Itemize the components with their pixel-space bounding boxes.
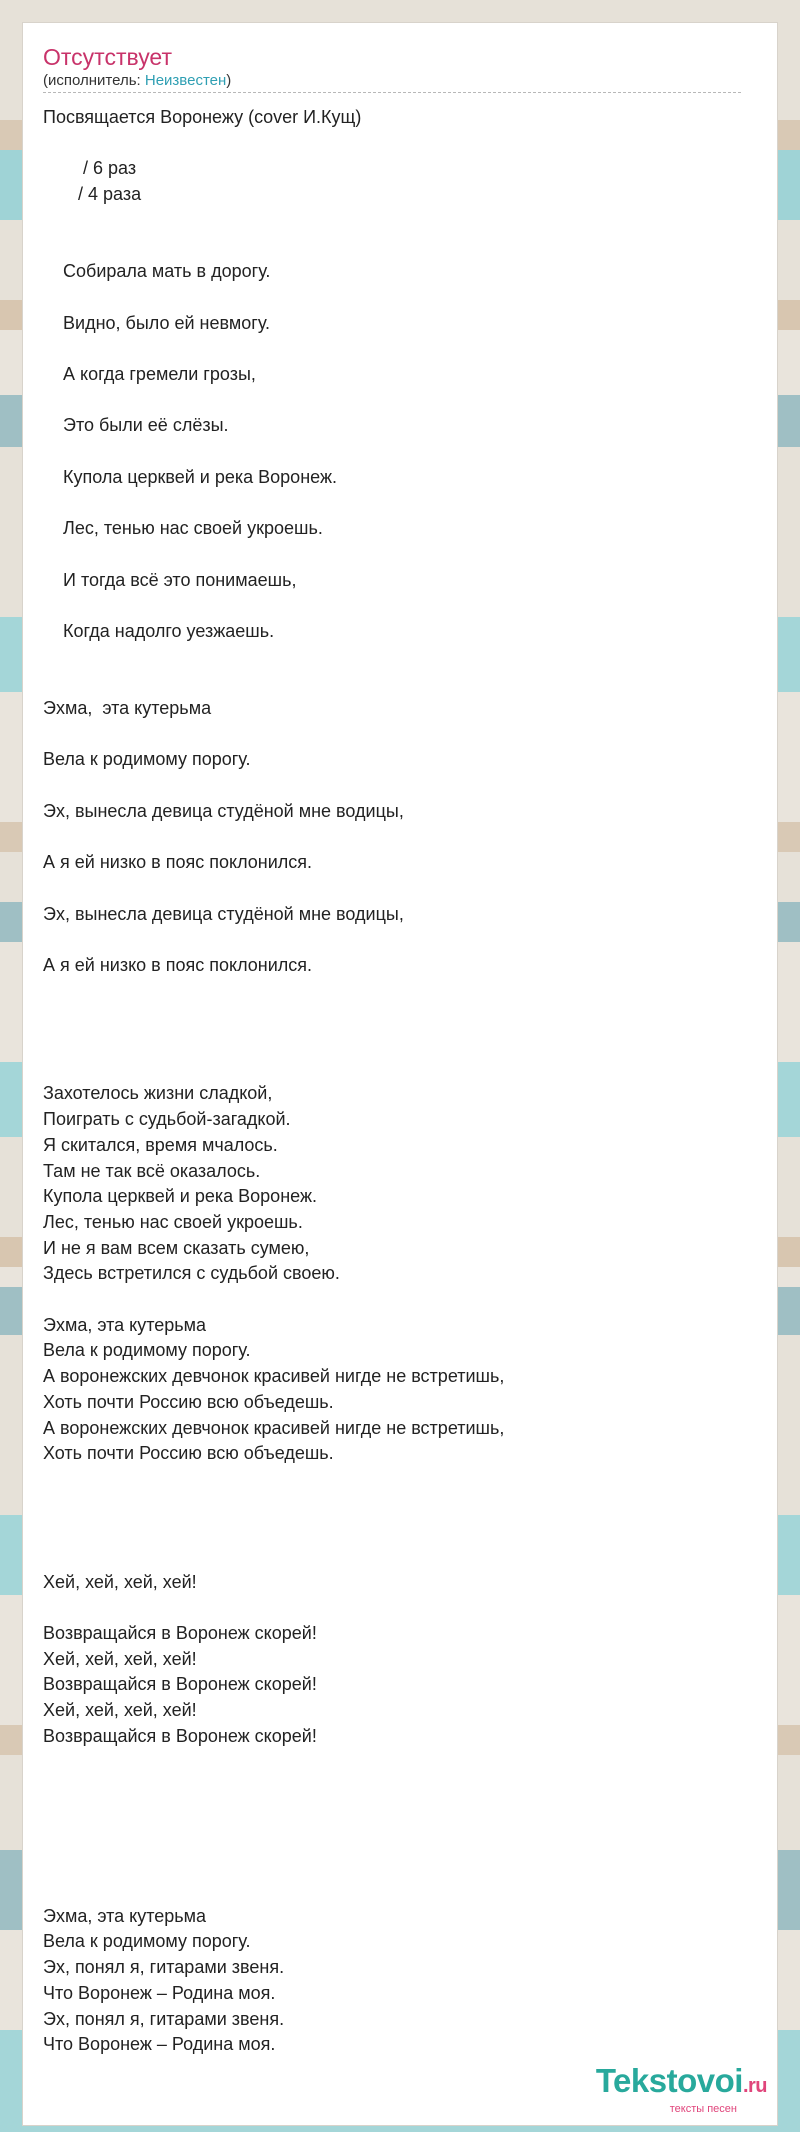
lyric-line: Вела к родимому порогу. — [43, 1340, 251, 1361]
lyric-line — [43, 1775, 743, 1801]
lyric-line — [43, 1595, 743, 1621]
lyric-line: Захотелось жизни сладкой, — [43, 1083, 273, 1104]
lyric-line: Видно, было ей невмогу. — [43, 312, 271, 333]
artist-prefix: (исполнитель: — [43, 72, 145, 89]
lyric-line: Купола церквей и река Воронеж. — [43, 466, 337, 487]
lyric-line — [43, 722, 743, 748]
lyric-line: И тогда всё это понимаешь, — [43, 569, 297, 590]
lyric-line: Я скитался, время мчалось. — [43, 1134, 278, 1155]
logo-tagline: тексты песен — [669, 2103, 737, 2115]
lyric-line — [43, 1493, 743, 1519]
lyric-line — [43, 1544, 743, 1570]
lyric-line — [43, 1750, 743, 1776]
lyric-line — [43, 1878, 743, 1904]
artist-line — [43, 72, 231, 90]
lyric-line — [43, 824, 743, 850]
lyric-line — [43, 490, 743, 516]
lyric-line — [43, 876, 743, 902]
lyric-line: Хоть почти Россию всю объедешь. — [43, 1443, 334, 1464]
lyric-line — [43, 670, 743, 696]
lyric-line — [43, 233, 743, 259]
lyric-line: Эхма, эта кутерьма — [43, 1905, 207, 1926]
lyric-line: Лес, тенью нас своей укроешь. — [43, 1211, 303, 1232]
lyric-line: А я ей низко в пояс поклонился. — [43, 852, 313, 873]
lyrics-text — [43, 105, 743, 2058]
lyric-line: Возвращайся в Воронеж скорей! — [43, 1623, 317, 1644]
lyric-line — [43, 1827, 743, 1853]
lyric-line — [43, 1801, 743, 1827]
lyric-line: Когда надолго уезжаешь. — [43, 620, 275, 641]
lyric-line: Хоть почти Россию всю объедешь. — [43, 1391, 334, 1412]
lyric-line — [43, 1004, 743, 1030]
lyrics-card — [22, 22, 778, 2126]
lyric-line: Эхма, эта кутерьма — [43, 697, 212, 718]
lyric-line: / 4 раза — [43, 184, 142, 205]
lyric-line: Эхма, эта кутерьма — [43, 1314, 207, 1335]
lyric-line: Лес, тенью нас своей укроешь. — [43, 518, 323, 539]
lyric-line — [43, 542, 743, 568]
lyric-line — [43, 285, 743, 311]
lyric-line — [43, 1852, 743, 1878]
lyric-line: Эх, понял я, гитарами звеня. — [43, 2008, 285, 2029]
artist-link[interactable]: Неизвестен — [144, 72, 227, 89]
artist-suffix: ) — [226, 72, 232, 89]
lyric-line: Купола церквей и река Воронеж. — [43, 1186, 317, 1207]
lyric-line — [43, 439, 743, 465]
lyric-line: Что Воронеж – Родина моя. — [43, 1982, 276, 2003]
lyric-line: А воронежских девчонок красивей нигде не встретишь, — [43, 1417, 505, 1438]
lyric-line: А когда гремели грозы, — [43, 363, 256, 384]
lyric-line — [43, 1467, 743, 1493]
logo-tld: .ru — [742, 2075, 767, 2097]
lyric-line: Хей, хей, хей, хей! — [43, 1648, 197, 1669]
lyric-line: Возвращайся в Воронеж скорей! — [43, 1725, 317, 1746]
lyric-line — [43, 208, 743, 234]
lyric-line — [43, 1287, 743, 1313]
lyric-line: Это были её слёзы. — [43, 415, 229, 436]
lyric-line: Что Воронеж – Родина моя. — [43, 2034, 276, 2055]
lyric-line: Там не так всё оказалось. — [43, 1160, 261, 1181]
lyric-line — [43, 979, 743, 1005]
lyric-line: Здесь встретился с судьбой своею. — [43, 1263, 340, 1284]
lyric-line: Эх, вынесла девица студёной мне водицы, — [43, 903, 404, 924]
lyric-line: Хей, хей, хей, хей! — [43, 1571, 197, 1592]
lyric-line — [43, 593, 743, 619]
lyric-line — [43, 1518, 743, 1544]
lyric-line — [43, 1056, 743, 1082]
lyric-line: / 6 раз — [43, 158, 137, 179]
lyric-line: А я ей низко в пояс поклонился. — [43, 954, 313, 975]
lyric-line: И не я вам всем сказать сумею, — [43, 1237, 310, 1258]
site-logo[interactable] — [596, 2064, 767, 2115]
lyric-line: Вела к родимому порогу. — [43, 1931, 251, 1952]
lyric-line — [43, 773, 743, 799]
lyric-line — [43, 388, 743, 414]
lyric-line: Эх, понял я, гитарами звеня. — [43, 1957, 285, 1978]
lyric-line — [43, 131, 743, 157]
lyric-line — [43, 1030, 743, 1056]
logo-main-text: Tekstovoi — [595, 2062, 743, 2099]
song-title: Отсутствует — [43, 44, 172, 70]
lyric-line: Вела к родимому порогу. — [43, 749, 251, 770]
lyric-line: Собирала мать в дорогу. — [43, 261, 271, 282]
lyric-line: Возвращайся в Воронеж скорей! — [43, 1674, 317, 1695]
lyric-line: Поиграть с судьбой-загадкой. — [43, 1109, 291, 1130]
lyric-line — [43, 927, 743, 953]
lyric-line — [43, 645, 743, 671]
lyric-line: А воронежских девчонок красивей нигде не встретишь, — [43, 1366, 505, 1387]
lyric-line: Посвящается Воронежу (cover И.Кущ) — [43, 107, 362, 127]
lyric-line: Хей, хей, хей, хей! — [43, 1700, 197, 1721]
title-divider — [43, 92, 741, 93]
lyric-line — [43, 336, 743, 362]
lyric-line: Эх, вынесла девица студёной мне водицы, — [43, 800, 404, 821]
